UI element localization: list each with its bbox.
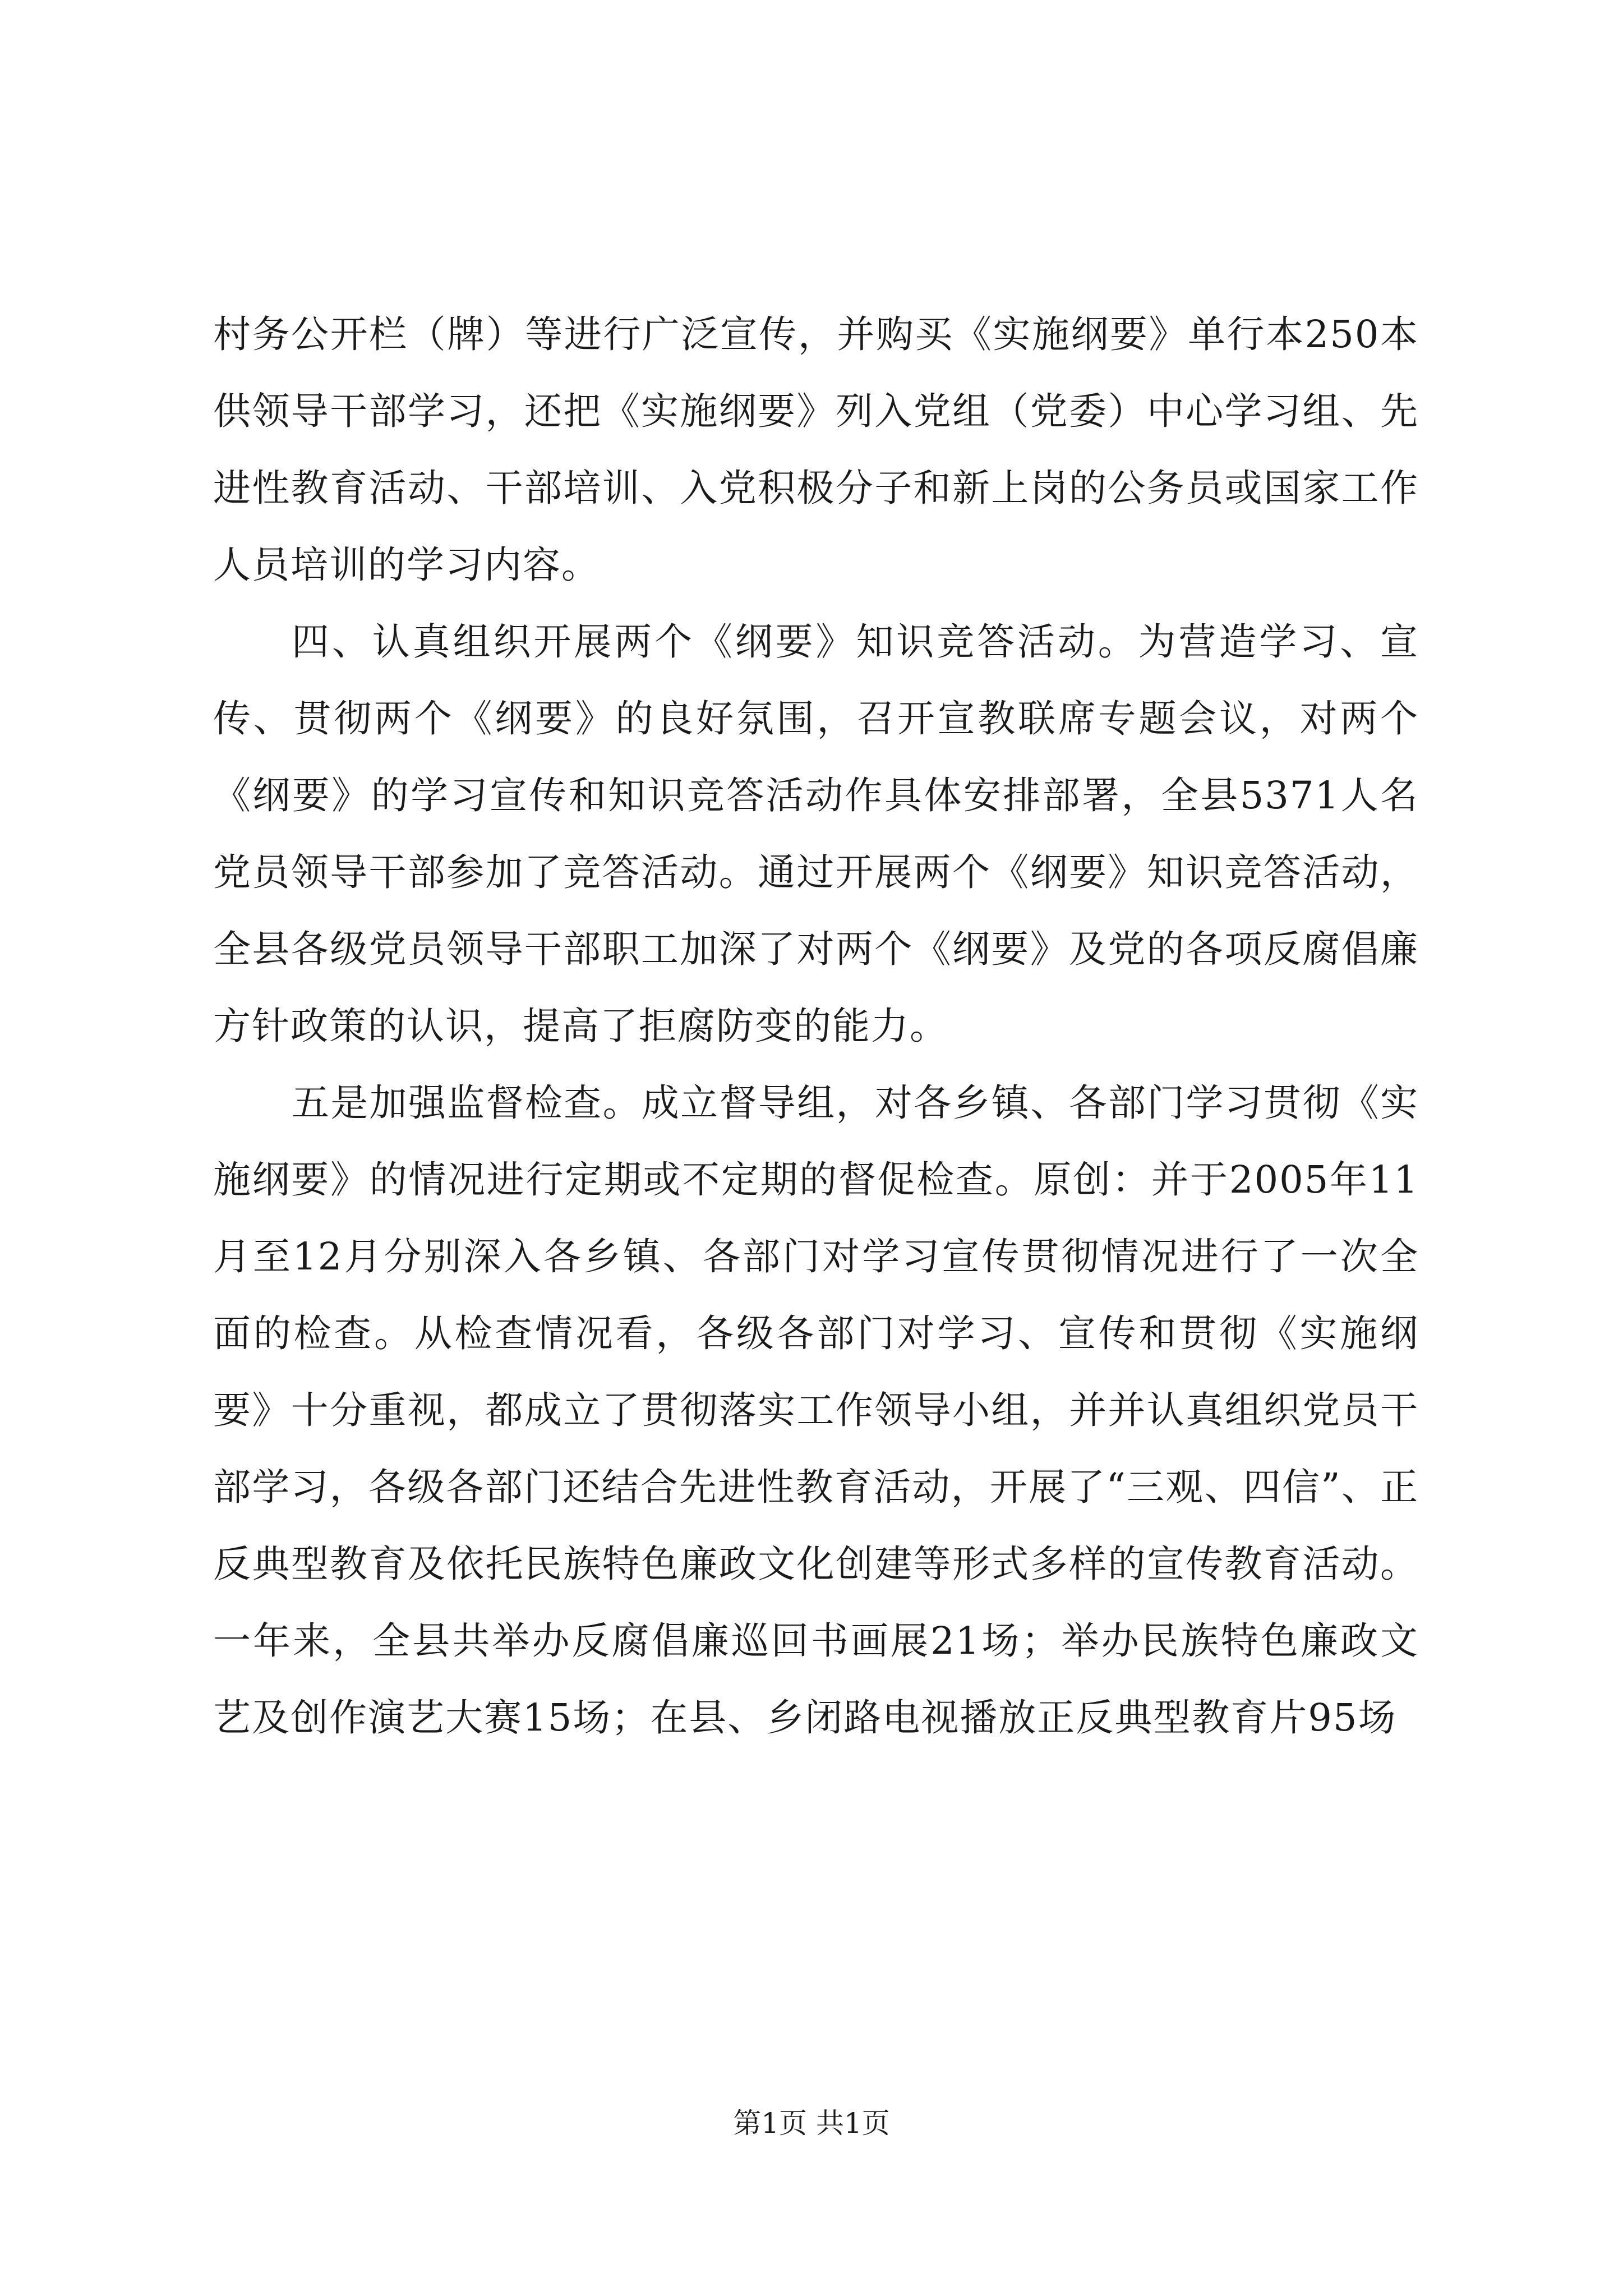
paragraph-1: 村务公开栏（牌）等进行广泛宣传，并购买《实施纲要》单行本250本供领导干部学习，还把《实施纲要》列入党组（党委）中心学习组、先进性教育活动、干部培训、入党积极分子和新上岗的公务员或国家工作人员培训的学习内容。 [213,312,1419,587]
document-body [213,296,1419,1756]
paragraph-3: 五是加强监督检查。成立督导组，对各乡镇、各部门学习贯彻《实施纲要》的情况进行定期或不定期的督促检查。原创：并于2005年11月至12月分别深入各乡镇、各部门对学习宣传贯彻情况进行了一次全面的检查。从检查情况看，各级各部门对学习、宣传和贯彻《实施纲要》十分重视，都成立了贯彻落实工作领导小组，并并认真组织党员干部学习，各级各部门还结合先进性教育活动，开展了“三观、四信”、正反典型教育及依托民族特色廉政文化创建等形式多样的宣传教育活动。一年来，全县共举办反腐倡廉巡回书画展21场；举办民族特色廉政文艺及创作演艺大赛15场；在县、乡闭路电视播放正反典型教育片95场 [213,1081,1419,1740]
paragraph-2: 四、认真组织开展两个《纲要》知识竞答活动。为营造学习、宣传、贯彻两个《纲要》的良好氛围，召开宣教联席专题会议，对两个《纲要》的学习宣传和知识竞答活动作具体安排部署，全县5371人名党员领导干部参加了竞答活动。通过开展两个《纲要》知识竞答活动，全县各级党员领导干部职工加深了对两个《纲要》及党的各项反腐倡廉方针政策的认识，提高了拒腐防变的能力。 [213,620,1419,1048]
page-footer: 第1页 共1页 [733,2107,890,2139]
